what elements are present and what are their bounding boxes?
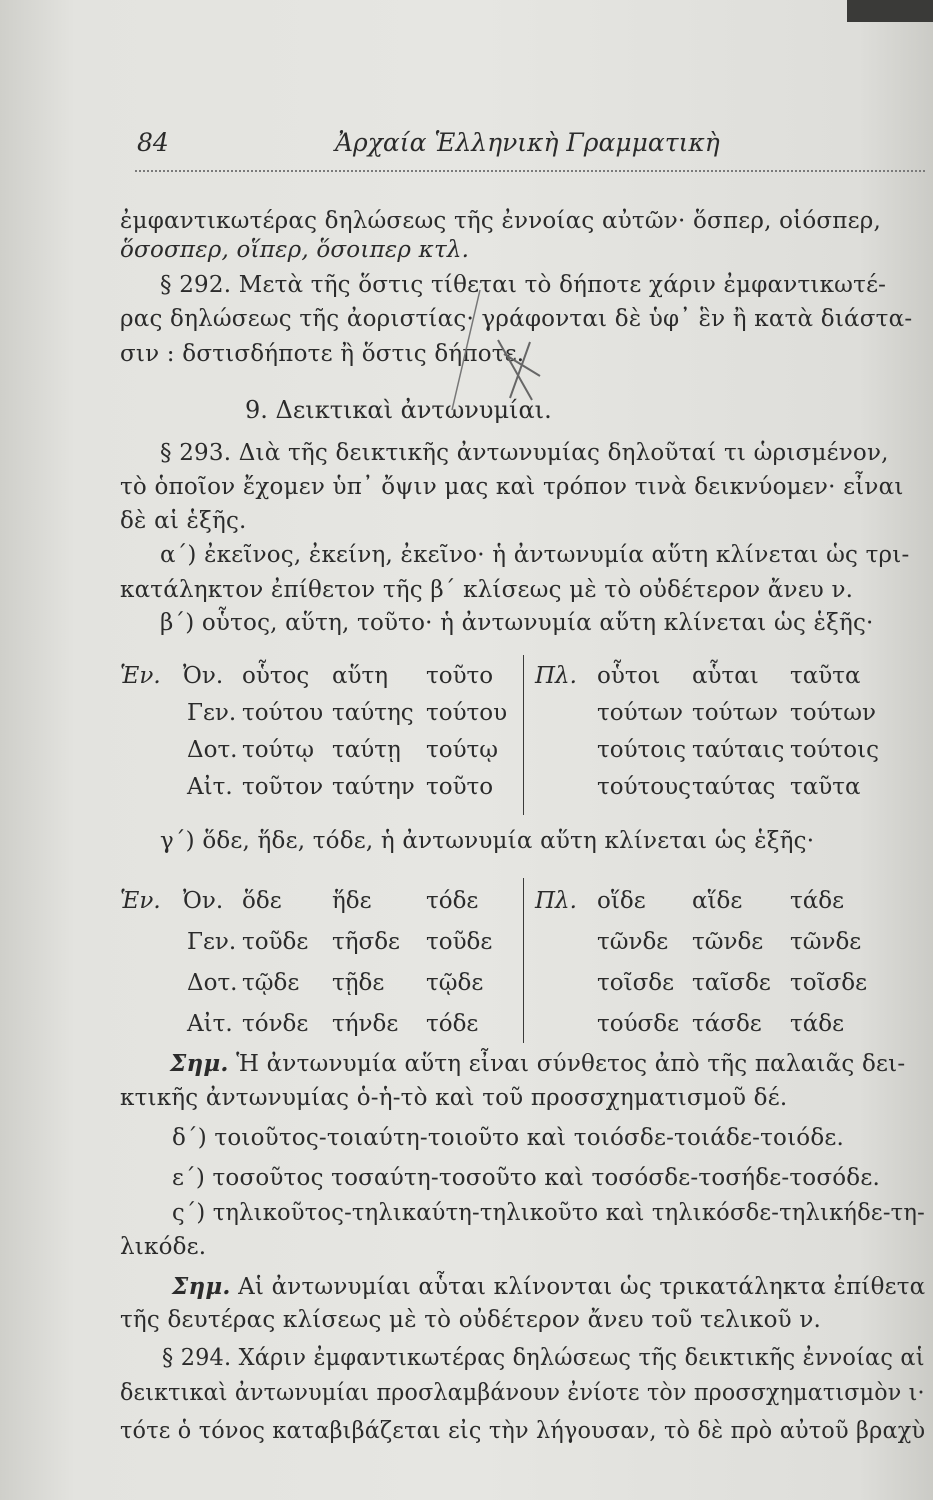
body-line: β΄) οὗτος, αὕτη, τοῦτο· ἡ ἀντωνυμία αὕτη κλίνεται ὡς ἑξῆς· xyxy=(160,610,874,636)
note-line xyxy=(172,1273,925,1300)
table-divider xyxy=(523,655,524,815)
table-cell-pn: τοῖσδε xyxy=(790,970,868,996)
table-cell-n: τῷδε xyxy=(426,970,484,996)
body-line: τότε ὁ τόνος καταβιβάζεται εἰς τὴν λήγουσαν, τὸ δὲ πρὸ αὐτοῦ βραχὺ xyxy=(120,1418,926,1444)
table-cell-m: τόνδε xyxy=(242,1011,309,1037)
table-cell-case: Γεν. xyxy=(187,700,237,726)
table-cell-m: οὗτος xyxy=(242,663,310,689)
table-cell-m: ὅδε xyxy=(242,888,282,914)
table-cell-pm: τούσδε xyxy=(597,1011,680,1037)
table-cell-pf: ταύταις xyxy=(692,737,785,763)
table-cell-m: τοῦτον xyxy=(242,774,324,800)
note-line: τῆς δευτέρας κλίσεως μὲ τὸ οὐδέτερον ἄνευ τοῦ τελικοῦ ν. xyxy=(120,1307,822,1333)
table-cell-pm: τοῖσδε xyxy=(597,970,675,996)
note-text: Ἡ ἀντωνυμία αὕτη εἶναι σύνθετος ἀπὸ τῆς παλαιᾶς δει- xyxy=(228,1051,906,1077)
table-cell-f: τήνδε xyxy=(332,1011,399,1037)
body-line: ρας δηλώσεως τῆς ἀοριστίας· γράφονται δὲ ὑφ᾽ ἓν ἢ κατὰ διάστα- xyxy=(120,306,913,332)
table-cell-pn: τούτων xyxy=(790,700,877,726)
table-cell-pn: τάδε xyxy=(790,1011,845,1037)
table-cell-case: Αἰτ. xyxy=(187,1011,233,1037)
body-line: § 293. Διὰ τῆς δεικτικῆς ἀντωνυμίας δηλοῦταί τι ὡρισμένον, xyxy=(160,440,889,466)
singular-label: Ἑν. xyxy=(120,663,161,689)
body-line: λικόδε. xyxy=(120,1234,207,1260)
body-line: δ΄) τοιοῦτος-τοιαύτη-τοιοῦτο καὶ τοιόσδε-τοιάδε-τοιόδε. xyxy=(172,1125,845,1151)
table-cell-pm: οὗτοι xyxy=(597,663,661,689)
note-label: Σημ. xyxy=(170,1050,229,1077)
table-cell-pn: τῶνδε xyxy=(790,929,862,955)
table-cell-n: τόδε xyxy=(426,1011,479,1037)
body-line: α΄) ἐκεῖνος, ἐκείνη, ἐκεῖνο· ἡ ἀντωνυμία αὕτη κλίνεται ὡς τρι- xyxy=(160,542,910,568)
table-cell-pn: ταῦτα xyxy=(790,663,861,689)
table-cell-pf: αἵδε xyxy=(692,888,743,914)
table-cell-pm: οἵδε xyxy=(597,888,646,914)
note-line xyxy=(170,1050,905,1077)
table-cell-f: τῆσδε xyxy=(332,929,400,955)
table-cell-pf: τῶνδε xyxy=(692,929,764,955)
table-cell-case: Αἰτ. xyxy=(187,774,233,800)
table-cell-case: Ὀν. xyxy=(183,663,224,689)
note-label: Σημ. xyxy=(172,1273,231,1300)
page-number: 84 xyxy=(137,128,169,157)
table-cell-case: Ὀν. xyxy=(183,888,224,914)
table-cell-pf: τούτων xyxy=(692,700,779,726)
singular-label: Ἑν. xyxy=(120,888,161,914)
body-line: ἐμφαντικωτέρας δηλώσεως τῆς ἐννοίας αὐτῶν· ὅσπερ, οἱόσπερ, xyxy=(120,208,881,234)
table-cell-n: τοῦτο xyxy=(426,663,494,689)
table-cell-pn: τούτοις xyxy=(790,737,880,763)
body-line: ὅσοσπερ, οἵπερ, ὅσοιπερ κτλ. xyxy=(120,237,470,263)
table-cell-f: ταύτην xyxy=(332,774,415,800)
table-cell-m: τούτῳ xyxy=(242,737,315,763)
table-cell-f: ταύτης xyxy=(332,700,414,726)
table-cell-n: τοῦδε xyxy=(426,929,493,955)
body-line: § 292. Μετὰ τῆς ὅστις τίθεται τὸ δήποτε χάριν ἐμφαντικωτέ- xyxy=(160,272,887,298)
table-cell-pf: ταύτας xyxy=(692,774,776,800)
note-line: κτικῆς ἀντωνυμίας ὁ-ἡ-τὸ καὶ τοῦ προσσχηματισμοῦ δέ. xyxy=(120,1085,788,1111)
header-rule xyxy=(135,170,925,172)
section-heading: 9. Δεικτικαὶ ἀντωνυμίαι. xyxy=(245,396,552,424)
table-cell-case: Δοτ. xyxy=(187,970,238,996)
table-cell-m: τούτου xyxy=(242,700,324,726)
body-line: δεικτικαὶ ἀντωνυμίαι προσλαμβάνουν ἐνίοτε τὸν προσσχηματισμὸν ι· xyxy=(120,1380,925,1406)
table-cell-pf: τάσδε xyxy=(692,1011,762,1037)
table-divider xyxy=(523,878,524,1043)
table-cell-pm: τῶνδε xyxy=(597,929,669,955)
table-cell-m: τοῦδε xyxy=(242,929,309,955)
table-cell-f: ἥδε xyxy=(332,888,372,914)
table-cell-f: αὕτη xyxy=(332,663,389,689)
body-line: ς΄) τηλικοῦτος-τηλικαύτη-τηλικοῦτο καὶ τηλικόσδε-τηλικήδε-τη- xyxy=(172,1200,925,1226)
table-cell-pm: τούτους xyxy=(597,774,691,800)
body-line: § 294. Χάριν ἐμφαντικωτέρας δηλώσεως τῆς δεικτικῆς ἐννοίας αἱ xyxy=(162,1345,925,1371)
body-line: γ΄) ὅδε, ἥδε, τόδε, ἡ ἀντωνυμία αὕτη κλίνεται ὡς ἑξῆς· xyxy=(160,828,815,854)
running-title: Ἀρχαία Ἑλληνικὴ Γραμματικὴ xyxy=(335,128,720,157)
table-cell-n: τοῦτο xyxy=(426,774,494,800)
scan-corner-shadow xyxy=(847,0,933,22)
body-line: κατάληκτον ἐπίθετον τῆς β΄ κλίσεως μὲ τὸ οὐδέτερον ἄνευ ν. xyxy=(120,577,854,603)
plural-label: Πλ. xyxy=(535,663,577,689)
table-cell-f: ταύτῃ xyxy=(332,737,401,763)
table-cell-pf: αὗται xyxy=(692,663,759,689)
body-line: τὸ ὁποῖον ἔχομεν ὑπ᾽ ὄψιν μας καὶ τρόπον τινὰ δεικνύομεν· εἶναι xyxy=(120,474,904,500)
body-line: δὲ αἱ ἑξῆς. xyxy=(120,508,247,534)
note-text: Αἱ ἀντωνυμίαι αὗται κλίνονται ὡς τρικατάληκτα ἐπίθετα xyxy=(230,1274,926,1300)
table-cell-m: τῷδε xyxy=(242,970,300,996)
table-cell-pf: ταῖσδε xyxy=(692,970,771,996)
table-cell-pn: ταῦτα xyxy=(790,774,861,800)
table-cell-f: τῇδε xyxy=(332,970,385,996)
table-cell-pm: τούτοις xyxy=(597,737,687,763)
table-cell-case: Γεν. xyxy=(187,929,237,955)
body-line: ε΄) τοσοῦτος τοσαύτη-τοσοῦτο καὶ τοσόσδε-τοσήδε-τοσόδε. xyxy=(172,1165,880,1191)
table-cell-case: Δοτ. xyxy=(187,737,238,763)
body-line: σιν : δστισδήποτε ἢ ὅστις δήποτε. xyxy=(120,341,525,367)
table-cell-n: τούτῳ xyxy=(426,737,499,763)
table-cell-pn: τάδε xyxy=(790,888,845,914)
table-cell-pm: τούτων xyxy=(597,700,684,726)
table-cell-n: τόδε xyxy=(426,888,479,914)
table-cell-n: τούτου xyxy=(426,700,508,726)
plural-label: Πλ. xyxy=(535,888,577,914)
